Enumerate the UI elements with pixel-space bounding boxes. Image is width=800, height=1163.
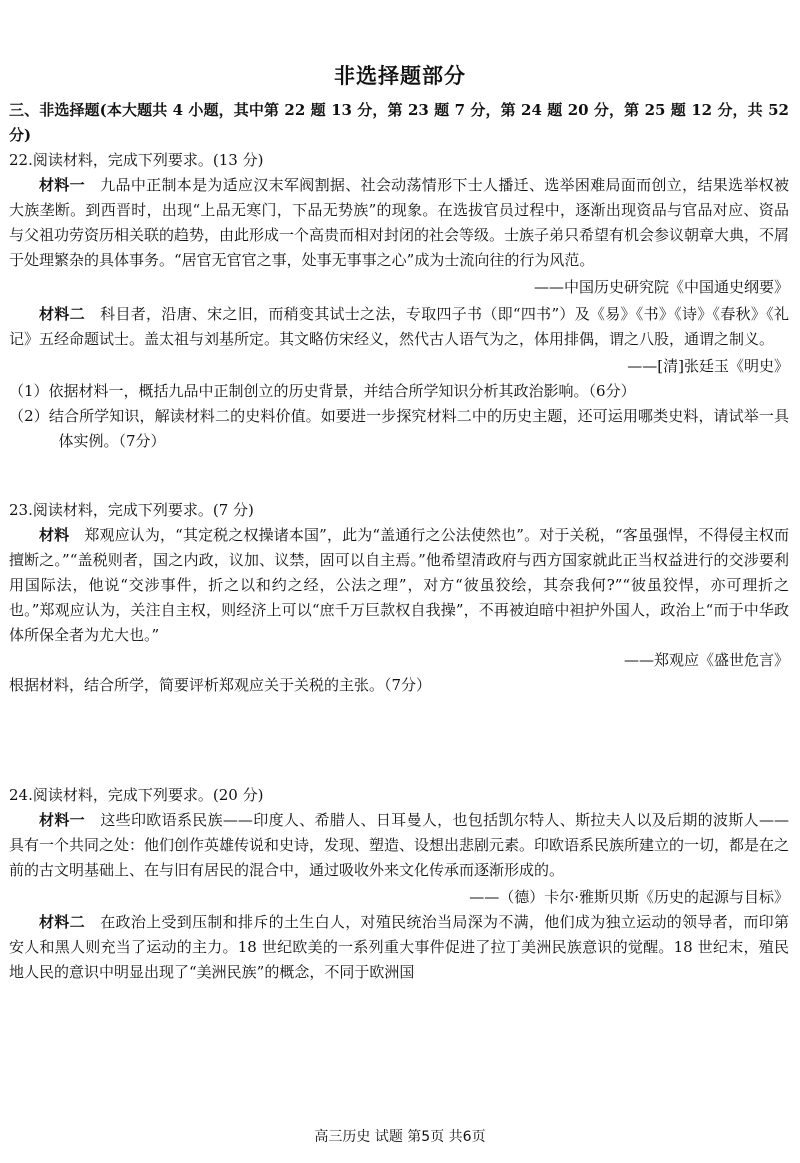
question-24-heading: 24.阅读材料，完成下列要求。(20 分) xyxy=(9,786,264,804)
section-header: 三、非选择题(本大题共 4 小题，其中第 22 题 13 分，第 23 题 7 分，第 24 题 20 分，第 25 题 12 分，共 52 分) xyxy=(9,101,789,144)
q23-material-label: 材料 xyxy=(39,526,70,544)
q24-material-1-source: ——（德）卡尔·雅斯贝斯《历史的起源与目标》 xyxy=(469,888,789,906)
exam-content xyxy=(9,98,789,985)
q22-material-1-text: 九品中正制本是为适应汉末军阀割据、社会动荡情形下士人播迁、选举困难局面而创立，结果选举权被大族垄断。到西晋时，出现“上品无寒门，下品无势族”的现象。在选拔官员过程中，逐渐出现资品与官品对应、资品与父祖功劳资历相关联的趋势，由此形成一个高贵而相对封闭的社会等级。士族子弟只希望有机会参议朝章大典，不屑于处理繁杂的具体事务。“居官无官官之事，处事无事事之心”成为士流向往的行为风范。 xyxy=(9,176,790,269)
q22-material-2-label: 材料二 xyxy=(39,305,85,323)
q24-material-1-label: 材料一 xyxy=(39,811,85,829)
q23-material-source: ——郑观应《盛世危言》 xyxy=(623,651,789,669)
q24-material-2 xyxy=(9,910,789,985)
q24-material-1-text: 这些印欧语系民族——印度人、希腊人、日耳曼人，也包括凯尔特人、斯拉夫人以及后期的波斯人——具有一个共同之处：他们创作英雄传说和史诗，发现、塑造、设想出悲剧元素。印欧语系民族所建立的一切，都是在之前的古文明基础上、在与旧有居民的混合中，通过吸收外来文化传承而逐渐形成的。 xyxy=(9,811,790,879)
q22-material-2-source: ——[清]张廷玉《明史》 xyxy=(627,357,789,375)
question-22 xyxy=(9,148,789,454)
q22-material-1-source: ——中国历史研究院《中国通史纲要》 xyxy=(533,278,789,296)
question-22-heading: 22.阅读材料，完成下列要求。(13 分) xyxy=(9,151,264,169)
question-23-heading: 23.阅读材料，完成下列要求。(7 分) xyxy=(9,501,254,519)
q22-material-2-text: 科目者，沿唐、宋之旧，而稍变其试士之法，专取四子书（即“四书”）及《易》《书》《诗》《春秋》《礼记》五经命题试士。盖太祖与刘基所定。其文略仿宋经义，然代古人语气为之，体用排偶，谓之八股，通谓之制义。 xyxy=(9,305,789,348)
question-24 xyxy=(9,783,789,985)
q22-material-2 xyxy=(9,302,789,352)
q22-material-1 xyxy=(9,173,789,273)
q23-material-text: 郑观应认为，“其定税之权操诸本国”，此为“盖通行之公法使然也”。对于关税，“客虽强悍，不得侵主权而擅断之。”“盖税则者，国之内政，议加、议禁，固可以自主焉。”他希望清政府与西方国家就此正当权益进行的交涉要利用国际法，他说“交涉事件，折之以和约之经，公法之理”，对方“彼虽狡绘，其奈我何?”“彼虽狡悍，亦可理折之也。”郑观应认为，关注自主权，则经济上可以“庶千万巨款权自我操”，不再被迫暗中袒护外国人，政治上“而于中华政体所保全者为尤大也。” xyxy=(9,526,789,644)
q22-material-1-label: 材料一 xyxy=(39,176,85,194)
q24-material-2-label: 材料二 xyxy=(39,913,85,931)
q22-requirement-1: （1）依据材料一，概括九品中正制创立的历史背景，并结合所学知识分析其政治影响。（6分） xyxy=(9,382,636,400)
q23-requirement: 根据材料，结合所学，简要评析郑观应关于关税的主张。（7分） xyxy=(9,676,432,694)
page-title: 非选择题部分 xyxy=(334,64,466,88)
q24-material-1 xyxy=(9,808,789,883)
page-footer: 高三历史 试题 第5页 共6页 xyxy=(314,1129,486,1145)
question-23 xyxy=(9,498,789,698)
q22-requirement-2: （2）结合所学知识，解读材料二的史料价值。如要进一步探究材料二中的历史主题，还可运用哪类史料，请试举一具体实例。（7分） xyxy=(9,407,789,450)
q23-material xyxy=(9,523,789,648)
q24-material-2-text: 在政治上受到压制和排斥的土生白人，对殖民统治当局深为不满，他们成为独立运动的领导者，而印第安人和黑人则充当了运动的主力。18 世纪欧美的一系列重大事件促进了拉丁美洲民族意识的觉醒。18 世纪末，殖民地人民的意识中明显出现了“美洲民族”的概念，不同于欧洲国 xyxy=(9,913,789,981)
